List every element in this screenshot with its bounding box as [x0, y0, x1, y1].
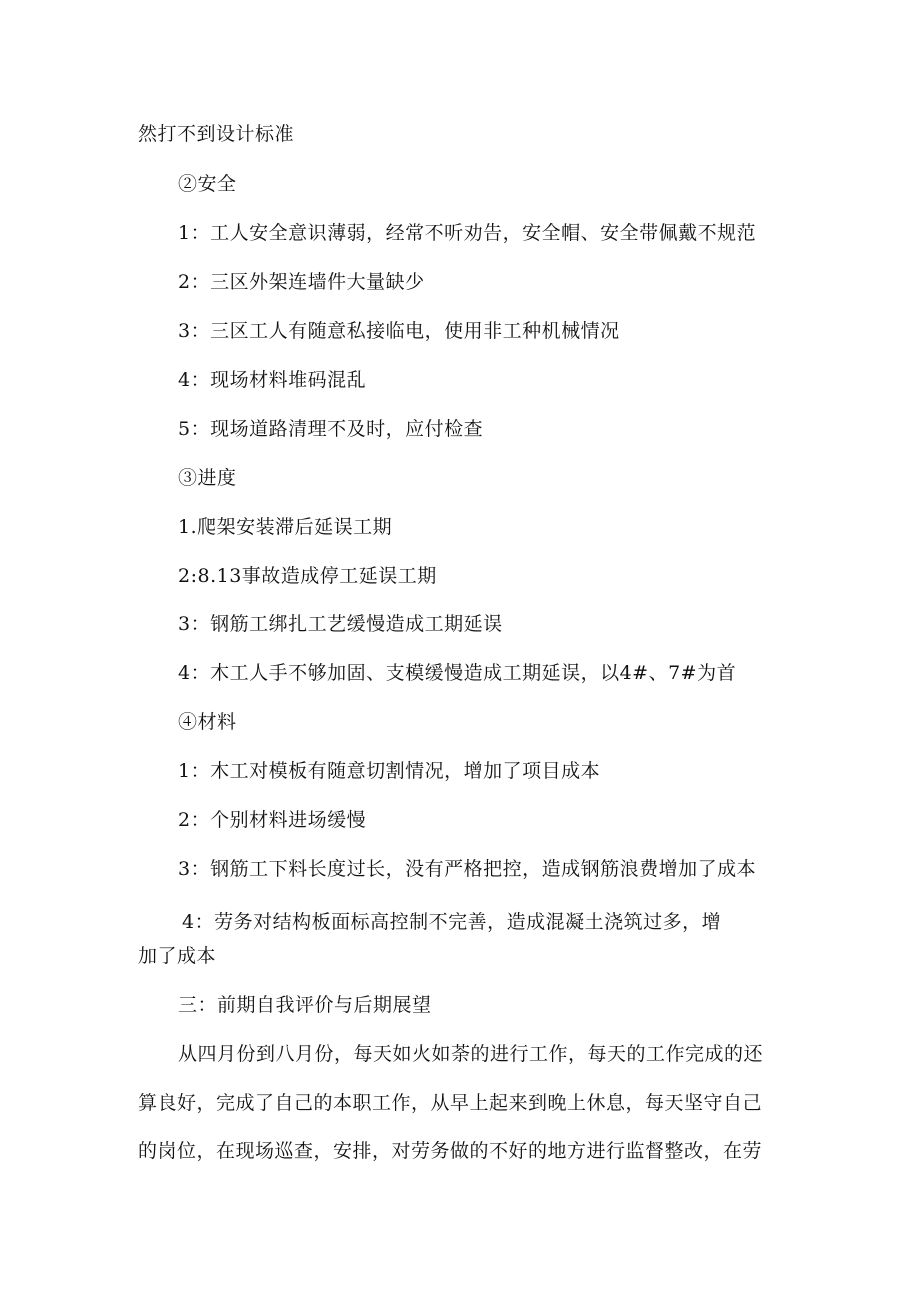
text-line-safety-4: 4：现场材料堆码混乱	[178, 369, 367, 391]
text-line-materials-4: 4：劳务对结构板面标高控制不完善，造成混凝土浇筑过多，增	[182, 911, 722, 933]
text-line-safety-5: 5：现场道路清理不及时，应付检查	[178, 418, 484, 440]
text-line-safety-2: 2：三区外架连墙件大量缺少	[178, 271, 425, 293]
text-line-materials-1: 1：木工对模板有随意切割情况，增加了项目成本	[178, 760, 601, 782]
text-line-safety-3: 3：三区工人有随意私接临电，使用非工种机械情况	[178, 320, 620, 342]
text-line-materials-3: 3：钢筋工下料长度过长，没有严格把控，造成钢筋浪费增加了成本	[178, 858, 757, 880]
text-line-materials-4-cont: 加了成本	[138, 945, 217, 967]
text-line-progress-3: 3：钢筋工绑扎工艺缓慢造成工期延误	[178, 613, 503, 635]
section-heading-safety: ②安全	[178, 173, 237, 195]
text-line-progress-4: 4：木工人手不够加固、支模缓慢造成工期延误，以4#、7#为首	[178, 662, 737, 684]
section-heading-progress: ③进度	[178, 467, 237, 489]
section-heading-self-evaluation: 三：前期自我评价与后期展望	[178, 994, 432, 1016]
text-line-1: 然打不到设计标准	[138, 123, 295, 145]
paragraph-line-3: 的岗位，在现场巡查，安排，对劳务做的不好的地方进行监督整改，在劳	[138, 1140, 763, 1162]
text-line-safety-1: 1：工人安全意识薄弱，经常不听劝告，安全帽、安全带佩戴不规范	[178, 222, 757, 244]
paragraph-line-2: 算良好，完成了自己的本职工作，从早上起来到晚上休息，每天坚守自己	[138, 1092, 763, 1114]
text-line-materials-2: 2：个别材料进场缓慢	[178, 809, 367, 831]
text-line-progress-2: 2:8.13事故造成停工延误工期	[178, 565, 437, 587]
paragraph-line-1: 从四月份到八月份，每天如火如荼的进行工作，每天的工作完成的还	[178, 1043, 764, 1065]
section-heading-materials: ④材料	[178, 711, 237, 733]
text-line-progress-1: 1.爬架安装滞后延误工期	[178, 516, 393, 538]
